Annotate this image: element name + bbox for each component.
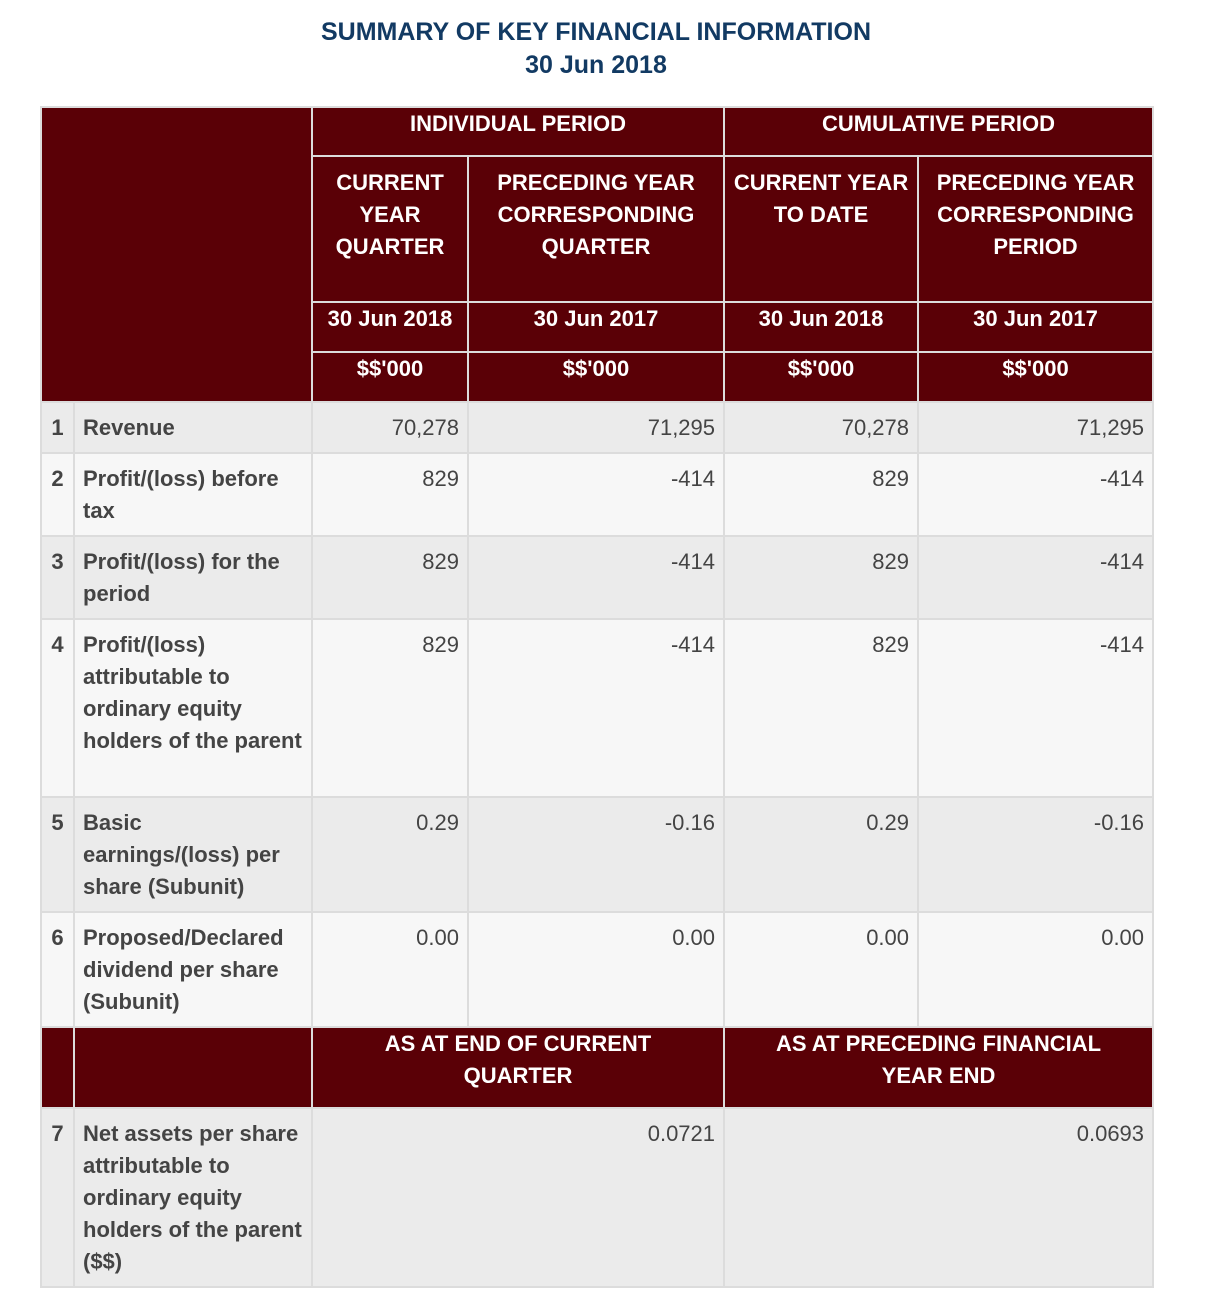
col-unit: $$'000 — [312, 352, 468, 402]
cell-value: -0.16 — [918, 797, 1153, 912]
table-row-profit-attributable — [41, 619, 1153, 797]
cell-value: 829 — [312, 619, 468, 797]
cell-value: 71,295 — [918, 402, 1153, 453]
table-row-profit-before-tax — [41, 453, 1153, 536]
cell-value: 829 — [724, 536, 918, 619]
cell-value: 0.0693 — [724, 1108, 1153, 1287]
section-header-current-quarter: AS AT END OF CURRENT QUARTER — [312, 1027, 724, 1108]
cell-value: 0.00 — [918, 912, 1153, 1027]
row-label: Profit/(loss) for the period — [74, 536, 312, 619]
row-number: 3 — [41, 536, 74, 619]
row-number: 1 — [41, 402, 74, 453]
row-label: Revenue — [74, 402, 312, 453]
col-date: 30 Jun 2018 — [312, 302, 468, 352]
table-row-dividend — [41, 912, 1153, 1027]
cell-value: 829 — [312, 536, 468, 619]
cell-value: 0.00 — [468, 912, 724, 1027]
cell-value: 70,278 — [312, 402, 468, 453]
col-header-preceding-year-period: PRECEDING YEAR CORRESPONDING PERIOD — [918, 156, 1153, 302]
financial-summary-table — [40, 106, 1154, 1288]
row-label: Net assets per share attributable to ordinary equity holders of the parent ($$) — [74, 1108, 312, 1287]
cell-value: -414 — [918, 453, 1153, 536]
col-header-current-year-quarter: CURRENT YEAR QUARTER — [312, 156, 468, 302]
col-date: 30 Jun 2018 — [724, 302, 918, 352]
col-header-preceding-year-quarter: PRECEDING YEAR CORRESPONDING QUARTER — [468, 156, 724, 302]
row-label: Profit/(loss) before tax — [74, 453, 312, 536]
section-header-preceding-year-end: AS AT PRECEDING FINANCIAL YEAR END — [724, 1027, 1153, 1108]
cell-value: -414 — [468, 453, 724, 536]
row-label: Basic earnings/(loss) per share (Subunit) — [74, 797, 312, 912]
report-title-block — [0, 16, 1192, 82]
table-row-revenue — [41, 402, 1153, 453]
report-title: SUMMARY OF KEY FINANCIAL INFORMATION — [321, 18, 871, 46]
table-row-basic-eps — [41, 797, 1153, 912]
cell-value: 0.00 — [312, 912, 468, 1027]
group-header-cumulative: CUMULATIVE PERIOD — [724, 107, 1153, 156]
cell-value: 0.29 — [724, 797, 918, 912]
cell-value: 70,278 — [724, 402, 918, 453]
row-number: 5 — [41, 797, 74, 912]
section-header-row — [41, 1027, 1153, 1108]
section-header-blank — [41, 1027, 74, 1108]
cell-value: -414 — [918, 619, 1153, 797]
table-row-profit-for-period — [41, 536, 1153, 619]
cell-value: 829 — [724, 453, 918, 536]
col-unit: $$'000 — [918, 352, 1153, 402]
row-number: 2 — [41, 453, 74, 536]
cell-value: -414 — [468, 536, 724, 619]
table-row-net-assets — [41, 1108, 1153, 1287]
row-label: Profit/(loss) attributable to ordinary equity holders of the parent — [74, 619, 312, 797]
cell-value: 0.0721 — [312, 1108, 724, 1287]
row-number: 7 — [41, 1108, 74, 1287]
section-header-blank — [74, 1027, 312, 1108]
col-date: 30 Jun 2017 — [918, 302, 1153, 352]
report-date: 30 Jun 2018 — [525, 51, 667, 79]
col-unit: $$'000 — [724, 352, 918, 402]
cell-value: -0.16 — [468, 797, 724, 912]
row-label: Proposed/Declared dividend per share (Subunit) — [74, 912, 312, 1027]
col-unit: $$'000 — [468, 352, 724, 402]
col-date: 30 Jun 2017 — [468, 302, 724, 352]
header-blank-corner — [41, 107, 312, 402]
group-header-individual: INDIVIDUAL PERIOD — [312, 107, 724, 156]
cell-value: 0.00 — [724, 912, 918, 1027]
row-number: 4 — [41, 619, 74, 797]
cell-value: -414 — [918, 536, 1153, 619]
cell-value: 0.29 — [312, 797, 468, 912]
row-number: 6 — [41, 912, 74, 1027]
cell-value: 829 — [312, 453, 468, 536]
cell-value: 829 — [724, 619, 918, 797]
col-header-current-year-to-date: CURRENT YEAR TO DATE — [724, 156, 918, 302]
cell-value: -414 — [468, 619, 724, 797]
cell-value: 71,295 — [468, 402, 724, 453]
